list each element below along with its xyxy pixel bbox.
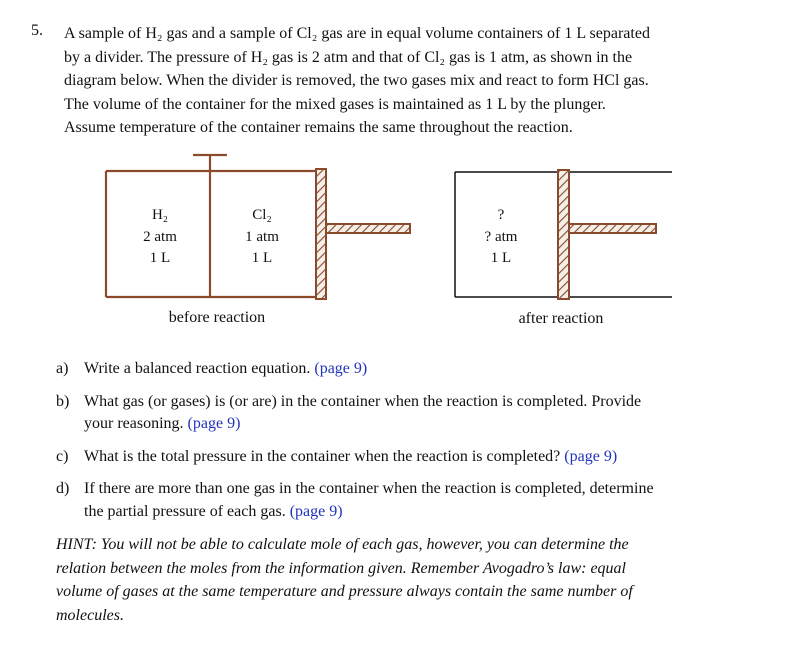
part-text: What is the total pressure in the container when the reaction is completed?: [84, 447, 561, 465]
part-text: the partial pressure of each gas.: [84, 502, 286, 520]
hint-line: molecules.: [56, 606, 124, 624]
h2-pressure-label: 2 atm: [143, 229, 177, 245]
stem-line: The volume of the container for the mixed gases is maintained as 1 L by the plunger.: [64, 95, 606, 113]
h2-gas-label: H₂: [151, 207, 169, 223]
after-pressure-label: ? atm: [484, 229, 518, 245]
part-b: [56, 391, 756, 436]
question-number: 5.: [31, 22, 43, 39]
hint-line: volume of gases at the same temperature and pressure always contain the same number of: [56, 583, 633, 600]
after-gas-label: ?: [497, 207, 505, 223]
part-text: Write a balanced reaction equation.: [84, 360, 311, 377]
part-label: a): [56, 360, 69, 377]
page-reference: (page 9): [314, 360, 368, 377]
part-text: What gas (or gases) is (or are) in the container when the reaction is completed. Provide: [84, 392, 642, 410]
stem-line: by a divider. The pressure of H₂ gas is 2 atm and that of Cl₂ gas is 1 atm, as shown in the: [64, 48, 633, 66]
hint: [56, 533, 756, 627]
part-label: d): [56, 480, 70, 497]
stem-line: Assume temperature of the container remains the same throughout the reaction.: [64, 119, 573, 136]
part-c: [56, 446, 756, 469]
h2-volume-label: 1 L: [149, 250, 171, 266]
hint-line: HINT: You will not be able to calculate mole of each gas, however, you can determine the: [56, 536, 629, 553]
after-plunger: [558, 170, 656, 299]
cl2-gas-label: Cl₂: [252, 207, 272, 223]
stem-line: A sample of H₂ gas and a sample of Cl₂ gas are in equal volume containers of 1 L separated: [64, 25, 650, 42]
part-text: your reasoning.: [84, 415, 184, 432]
stem-line: diagram below. When the divider is removed, the two gases mix and react to form HCl gas.: [64, 72, 649, 89]
before-plunger: [316, 169, 410, 299]
cl2-pressure-label: 1 atm: [245, 229, 279, 245]
question-parts: [56, 358, 756, 533]
before-caption: before reaction: [168, 309, 266, 326]
part-a: [56, 358, 756, 381]
page-reference: (page 9): [289, 502, 343, 520]
part-label: c): [56, 447, 69, 465]
part-d: [56, 478, 756, 523]
hint-line: relation between the moles from the information given. Remember Avogadro’s law: equal: [56, 559, 626, 577]
page-reference: (page 9): [187, 415, 241, 432]
page-reference: (page 9): [564, 447, 618, 465]
after-volume-label: 1 L: [490, 250, 512, 266]
after-caption: after reaction: [518, 310, 604, 327]
part-label: b): [56, 392, 70, 410]
divider: [193, 155, 227, 297]
part-text: If there are more than one gas in the container when the reaction is completed, determine: [84, 480, 654, 497]
cl2-volume-label: 1 L: [251, 250, 273, 266]
